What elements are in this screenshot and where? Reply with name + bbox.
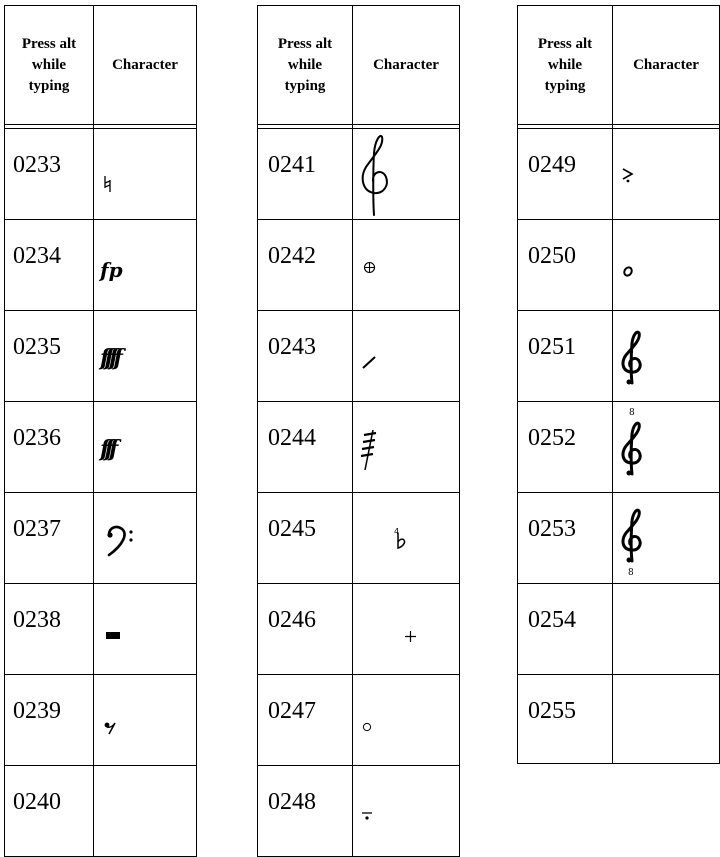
table-row: [5, 584, 196, 675]
tenuto-dot-icon: [362, 810, 372, 822]
natural-sign-icon: [103, 174, 113, 194]
svg-text:8: 8: [629, 408, 635, 418]
alt-code: 0242: [268, 243, 316, 269]
table-row: [258, 311, 459, 402]
alt-code: 0253: [528, 516, 576, 542]
fff-dynamic-icon: fff: [100, 436, 114, 462]
svg-text:8: 8: [628, 568, 634, 578]
table-row: [5, 129, 196, 220]
char-table-3: [517, 5, 720, 764]
header-character: Character: [112, 56, 178, 73]
alt-code: 0255: [528, 698, 576, 724]
ffff-dynamic-icon: ffff: [100, 345, 118, 371]
table-row: [258, 402, 459, 493]
treble-clef-icon: [618, 329, 646, 385]
alt-code: 0237: [13, 516, 61, 542]
table-row: [258, 129, 459, 220]
table-row: [5, 311, 196, 402]
alt-code: 0249: [528, 152, 576, 178]
fp-dynamic-icon: fp: [100, 258, 123, 282]
table-row: [258, 584, 459, 675]
alt-code: 0246: [268, 607, 316, 633]
alt-code: 0252: [528, 425, 576, 451]
table-row: [518, 493, 719, 584]
treble-clef-8va-icon: [618, 406, 646, 476]
tremolo-slashes-icon: [359, 428, 379, 472]
table-row: [5, 402, 196, 493]
alt-code: 0234: [13, 243, 61, 269]
table-row: [518, 584, 719, 675]
alt-code: 0250: [528, 243, 576, 269]
table-row: [5, 766, 196, 857]
alt-code: 0251: [528, 334, 576, 360]
table-row: [258, 220, 459, 311]
table-row: [258, 493, 459, 584]
alt-code: 0243: [268, 334, 316, 360]
accent-dot-icon: [622, 167, 634, 183]
table-row: [258, 675, 459, 766]
alt-code: 0244: [268, 425, 316, 451]
char-table-1: [4, 5, 197, 857]
char-table-2: [257, 5, 460, 857]
flat-sign-icon: [394, 527, 408, 551]
alt-code: 0245: [268, 516, 316, 542]
eighth-rest-icon: [104, 713, 118, 735]
header-press-alt: Press alt while typing: [21, 35, 77, 94]
treble-clef-outline-icon: [358, 131, 392, 217]
alt-code: 0248: [268, 789, 316, 815]
svg-text:4: 4: [394, 527, 400, 536]
table-row: [5, 220, 196, 311]
alt-code: 0238: [13, 607, 61, 633]
small-oval-icon: [622, 266, 634, 277]
table-row: [518, 675, 719, 766]
slash-icon: [362, 355, 376, 369]
plus-sign-icon: [405, 631, 416, 642]
header-character: Character: [373, 56, 439, 73]
alt-code: 0240: [13, 789, 61, 815]
alt-code: 0247: [268, 698, 316, 724]
alt-code: 0233: [13, 152, 61, 178]
open-circle-icon: [362, 722, 372, 732]
header-press-alt: Press alt while typing: [537, 35, 593, 94]
header-character: Character: [633, 56, 699, 73]
alt-code: 0241: [268, 152, 316, 178]
whole-rest-icon: [106, 632, 120, 639]
table-row: [518, 129, 719, 220]
table-row: [258, 766, 459, 857]
alt-code: 0254: [528, 607, 576, 633]
table-row: [518, 311, 719, 402]
treble-clef-8vb-icon: [618, 507, 646, 579]
table-row: [518, 220, 719, 311]
circled-plus-icon: [363, 261, 376, 274]
table-row: [5, 493, 196, 584]
table-row: [5, 675, 196, 766]
header-press-alt: Press alt while typing: [277, 35, 333, 94]
alt-code: 0236: [13, 425, 61, 451]
bass-clef-icon: [103, 521, 137, 559]
alt-code: 0235: [13, 334, 61, 360]
table-row: [518, 402, 719, 493]
alt-code: 0239: [13, 698, 61, 724]
